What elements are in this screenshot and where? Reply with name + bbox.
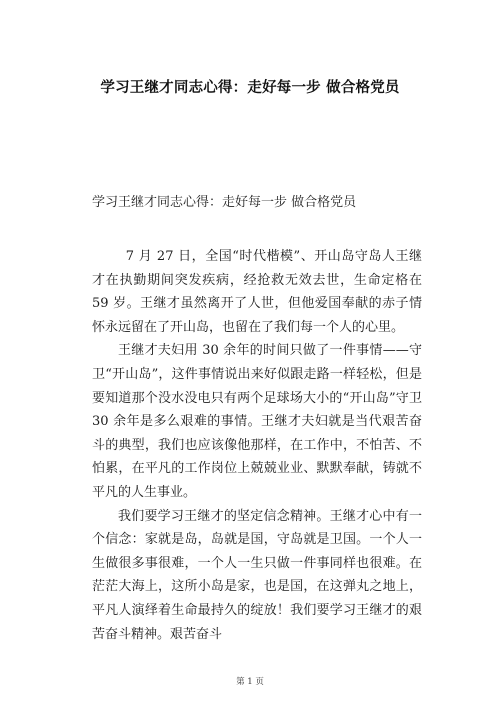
page-number: 第 1 页: [236, 677, 264, 687]
document-body: [92, 245, 422, 646]
document-title: 学习王继才同志心得：走好每一步 做合格党员: [100, 80, 400, 96]
paragraph: 我们要学习王继才的坚定信念精神。王继才心中有一个信念：家就是岛，岛就是国，守岛就是卫国。一个人一生做很多事很难，一个人一生只做一件事同样也很难。在茫茫大海上，这所小岛是家，也是国，在这弹丸之地上，平凡人演绎着生命最持久的绽放！我们要学习王继才的艰苦奋斗精神。艰苦奋斗: [92, 508, 422, 642]
paragraph: 7 月 27 日，全国“时代楷模”、开山岛守岛人王继才在执勤期间突发疾病，经抢救无效去世，生命定格在 59 岁。王继才虽然离开了人世，但他爱国奉献的赤子情怀永远留在了开山岛，也留在了我们每一个人的心里。: [92, 249, 422, 335]
document-subtitle: 学习王继才同志心得：走好每一步 做合格党员: [92, 195, 357, 210]
paragraph: 王继才夫妇用 30 余年的时间只做了一件事情——守卫“开山岛”，这件事情说出来好似跟走路一样轻松，但是要知道那个没水没电只有两个足球场大小的“开山岛”守卫 30 余年是多么艰难的事情。王继才夫妇就是当代艰苦奋斗的典型，我们也应该像他那样，在工作中，不怕苦、不怕累，在平凡的工作岗位上兢兢业业、默默奉献，铸就不平凡的人生事业。: [92, 343, 422, 500]
